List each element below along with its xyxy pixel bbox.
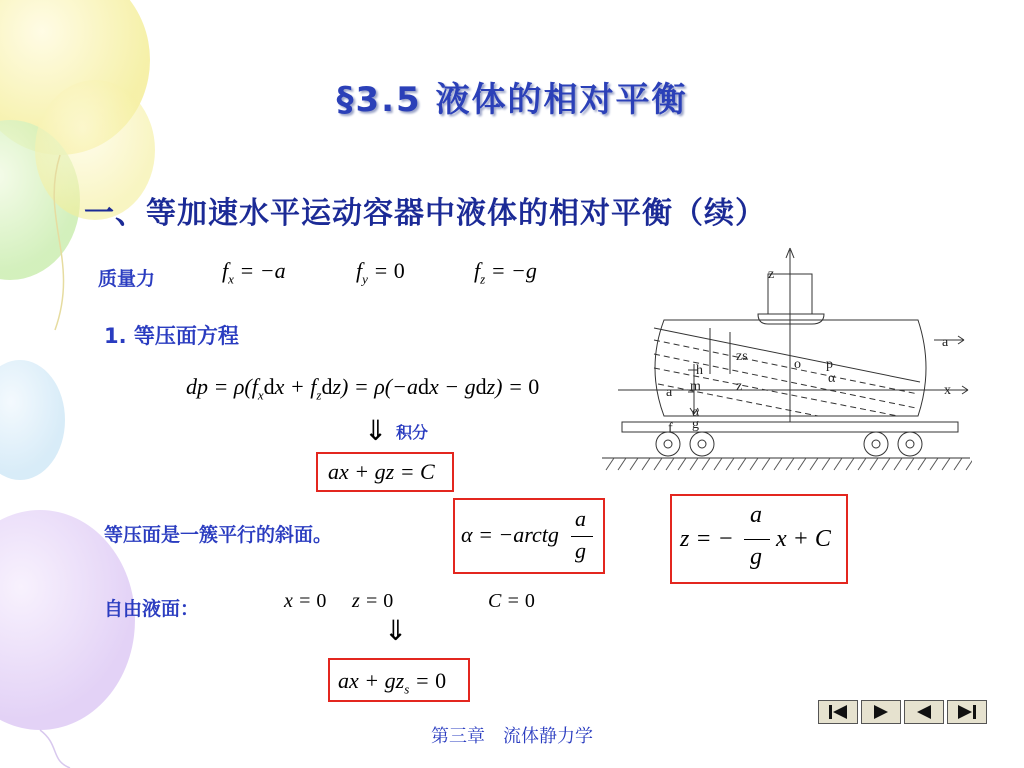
nav-first-button[interactable] [818, 700, 858, 724]
label-h: h [696, 363, 703, 378]
alpha-equation-box [453, 498, 605, 574]
integrated-equation: ax + gz = C [328, 459, 435, 484]
cond-c: C = 0 [488, 590, 535, 612]
down-arrow-1: ⇓ [364, 414, 388, 447]
label-g: g [692, 417, 699, 432]
slide-title: §3.5 液体的相对平衡 [336, 80, 688, 120]
z-equation-box [670, 494, 848, 584]
previous-icon [905, 701, 943, 723]
down-arrow-2: ⇓ [384, 614, 408, 647]
pressure-equation: dp = $\rho(f_xdx + f_zdz) = \rho(-adx - gdz) = 0$ [186, 374, 540, 403]
eq-fy: $f_y = 0$ [356, 258, 405, 287]
cond-z: z = 0 [352, 590, 394, 612]
alpha-equation: α = −arctg [461, 522, 559, 547]
alpha-fraction-den: g [575, 538, 586, 563]
label-alpha-1: α [828, 371, 836, 386]
label-p: p [826, 357, 833, 372]
alpha-fraction-num: a [575, 506, 586, 531]
z-equation-right: x + C [776, 526, 831, 552]
fraction-bar [571, 536, 593, 537]
z-fraction-num: a [750, 502, 762, 528]
label-m: m [690, 379, 701, 394]
nav-previous-button[interactable] [904, 700, 944, 724]
label-z-top: z [768, 267, 775, 282]
label-alpha-2: α [692, 405, 700, 420]
label-o: o [794, 357, 801, 372]
tank-car-diagram [598, 244, 972, 474]
free-surface-equation: ax + $gz_s = 0$ [338, 668, 447, 697]
footer-chapter: 第三章 流体静力学 [431, 726, 593, 747]
label-a-right: a [942, 335, 949, 350]
label-f: f [668, 421, 673, 436]
surface-statement: 等压面是一簇平行的斜面。 [104, 524, 333, 546]
free-surface-label: 自由液面： [104, 598, 200, 620]
eq-fx: $f_x = -a$ [222, 258, 286, 287]
z-fraction-den: g [750, 544, 762, 570]
fraction-bar-2 [744, 539, 770, 540]
label-z-mid: z [736, 379, 743, 394]
last-icon [948, 701, 986, 723]
first-icon [819, 701, 857, 723]
free-surface-equation-box [328, 658, 470, 702]
integrate-label: 积分 [396, 423, 429, 442]
label-x-axis: x [944, 383, 951, 398]
cond-x: x = 0 [284, 590, 327, 612]
eq-fz: $f_z = -g$ [474, 258, 537, 287]
z-equation-left: z = − [680, 526, 734, 552]
label-a-left: a [666, 385, 673, 400]
next-icon [862, 701, 900, 723]
integrated-equation-box [316, 452, 454, 492]
nav-next-button[interactable] [861, 700, 901, 724]
label-zs: zs [736, 349, 748, 364]
section-heading: 一、等加速水平运动容器中液体的相对平衡（续） [84, 196, 766, 231]
subsection-heading: 1. 等压面方程 [104, 324, 239, 348]
mass-force-label: 质量力 [98, 268, 156, 290]
nav-last-button[interactable] [947, 700, 987, 724]
